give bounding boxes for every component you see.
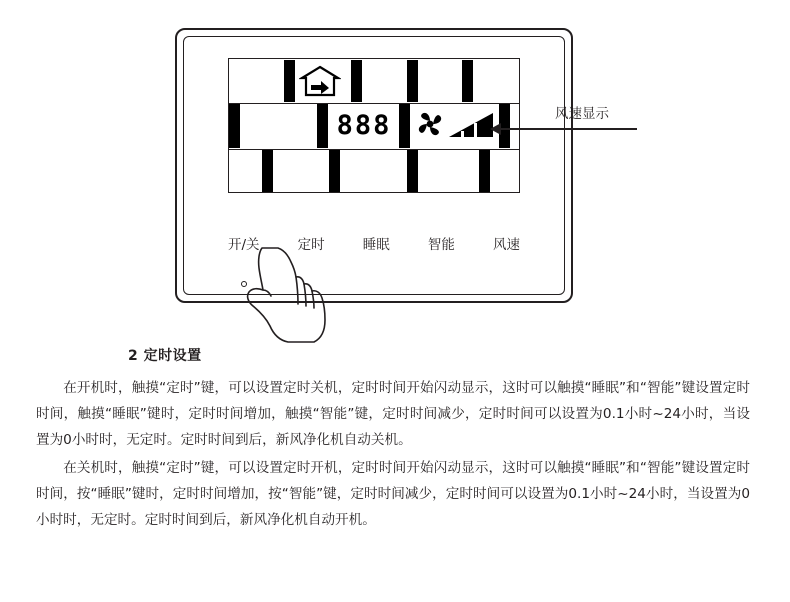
fan-speed-bars-icon	[447, 111, 495, 139]
button-sleep[interactable]: 睡眠	[362, 237, 390, 253]
lcd-segment	[317, 104, 328, 148]
paragraph-power-on-timer: 在开机时，触摸“定时”键，可以设置定时关机，定时时间开始闪动显示，这时可以触摸“睡眠”和“智能”键设置定时时间，触摸“睡眠”键时，定时时间增加，触摸“智能”键，定时时间减少，定时时间可以设置为0.1小时~24小时，当设置为0小时时，无定时。定时时间到后，新风净化机自动关机。	[36, 380, 750, 448]
callout-label-fan-speed: 风速显示	[555, 106, 609, 122]
button-power[interactable]: 开/关	[228, 237, 260, 253]
lcd-segment	[399, 104, 410, 148]
callout-arrow-icon	[490, 123, 501, 135]
callout-leader-line	[497, 128, 637, 130]
lcd-divider-top	[229, 103, 519, 104]
button-smart[interactable]: 智能	[427, 237, 455, 253]
lcd-segment	[329, 150, 340, 192]
fan-icon	[415, 108, 445, 140]
lcd-segment	[229, 104, 240, 148]
button-timer[interactable]: 定时	[297, 237, 325, 253]
lcd-segment	[407, 150, 418, 192]
section-heading: 2 定时设置	[128, 348, 202, 364]
lcd-segment	[351, 60, 362, 102]
paragraph-power-off-timer: 在关机时，触摸“定时”键，可以设置定时开机，定时时间开始闪动显示，这时可以触摸“睡眠”和“智能”键设置定时时间，按“睡眠”键时，定时时间增加，按“智能”键，定时时间减少，定时时间可以设置为0.1小时~24小时，当设置为0小时时，无定时。定时时间到后，新风净化机自动开机。	[36, 460, 750, 528]
lcd-segment	[462, 60, 473, 102]
pointing-hand-icon	[228, 246, 348, 344]
lcd-segment	[262, 150, 273, 192]
lcd-segment	[284, 60, 295, 102]
lcd-display	[228, 58, 520, 193]
button-fan-speed[interactable]: 风速	[493, 237, 520, 253]
house-icon	[299, 65, 341, 99]
document-body	[0, 345, 790, 535]
timer-digits: 888	[336, 110, 392, 141]
lcd-segment	[407, 60, 418, 102]
lcd-segment	[479, 150, 490, 192]
